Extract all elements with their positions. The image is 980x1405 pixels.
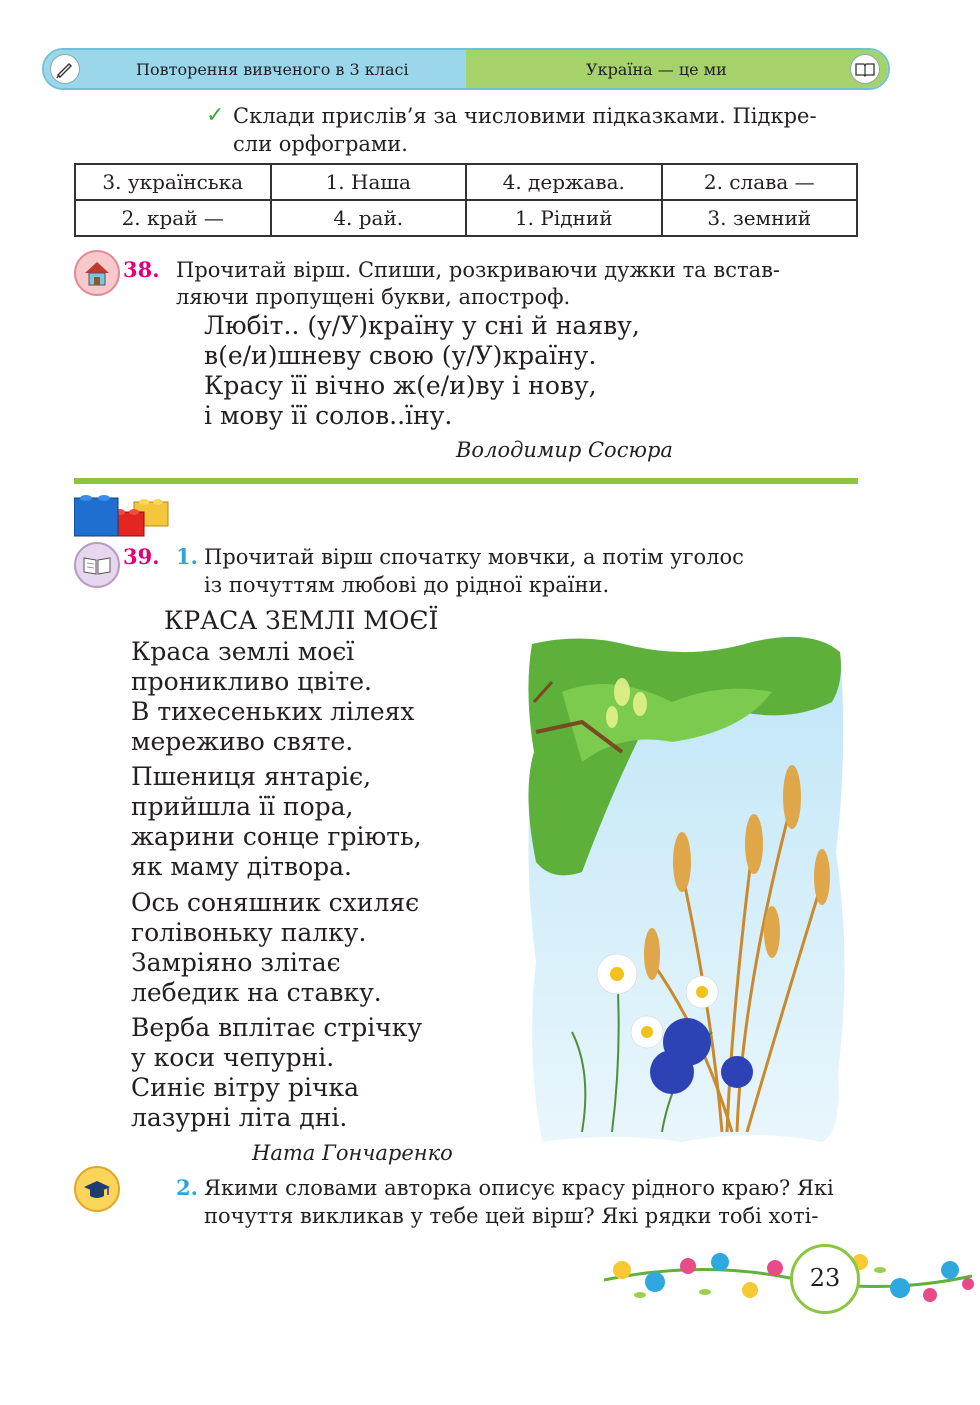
page-number: 23	[809, 1264, 841, 1292]
poem-line: прийшла її пора,	[131, 792, 354, 821]
question-line1: Якими словами авторка описує красу рідного краю? Які	[204, 1176, 834, 1200]
poem-title: КРАСА ЗЕМЛІ МОЄЇ	[164, 606, 439, 635]
poem-line: в(е/и)шневу свою (у/У)країну.	[204, 341, 597, 370]
check-mark-icon: ✓	[206, 103, 225, 128]
section-divider	[74, 478, 858, 484]
page-number-badge	[790, 1244, 860, 1314]
poem-line: лазурні літа дні.	[131, 1103, 348, 1132]
proverb-table	[74, 163, 858, 237]
poem-line: Синіє вітру річка	[131, 1073, 360, 1102]
poem-author: Володимир Сосюра	[456, 438, 673, 462]
task-instruction-line1: Склади прислів’я за числовими підказками. Підкре-	[233, 104, 817, 128]
poem-line: у коси чепурні.	[131, 1043, 335, 1072]
task-instruction-line2: сли орфограми.	[233, 132, 408, 156]
poem-line: Ось соняшник схиляє	[131, 888, 420, 917]
table-cell: 2. край —	[75, 200, 271, 236]
poem-line: Верба вплітає стрічку	[131, 1013, 423, 1042]
poem-line: лебедик на ставку.	[131, 978, 382, 1007]
poem-line: Пшениця янтаріє,	[131, 762, 372, 791]
exercise-38-instruction-line1: Прочитай вірш. Спиши, розкриваючи дужки та встав-	[176, 258, 781, 282]
table-cell: 3. земний	[662, 200, 858, 236]
poem-author: Ната Гончаренко	[252, 1141, 453, 1165]
poem-line: В тихесеньких лілеях	[131, 697, 415, 726]
flower-garland-decoration	[600, 1240, 976, 1312]
table-row	[75, 200, 857, 236]
poem-line: Краса землі моєї	[131, 637, 355, 666]
exercise-39-instruction-line1: Прочитай вірш спочатку мовчки, а потім уголос	[204, 545, 744, 569]
question-line2: почуття викликав у тебе цей вірш? Які рядки тобі хоті-	[204, 1204, 819, 1228]
exercise-38-number: 38.	[123, 257, 160, 282]
page-header	[42, 48, 890, 90]
exercise-39-subtask-2-number: 2.	[176, 1175, 198, 1200]
poem-line: голівоньку палку.	[131, 918, 367, 947]
table-cell: 1. Наша	[271, 164, 467, 200]
poem-line: як маму дітвора.	[131, 852, 352, 881]
table-cell: 3. українська	[75, 164, 271, 200]
table-cell: 1. Рідний	[466, 200, 662, 236]
building-blocks-icon	[74, 490, 170, 538]
table-cell: 4. держава.	[466, 164, 662, 200]
poem-line: і мову її солов..їну.	[204, 401, 453, 430]
poem-line: Красу її вічно ж(е/и)ву і нову,	[204, 371, 597, 400]
table-row	[75, 164, 857, 200]
house-icon	[74, 250, 120, 296]
table-cell: 2. слава —	[662, 164, 858, 200]
pen-icon	[50, 54, 80, 84]
poem-line: Любіт.. (у/У)країну у сні й наяву,	[204, 311, 640, 340]
poem-line: жарини сонце гріють,	[131, 822, 422, 851]
poem-line: мереживо святе.	[131, 727, 354, 756]
poem-line: проникливо цвіте.	[131, 667, 373, 696]
header-left-title: Повторення вивченого в 3 класі	[136, 60, 409, 79]
open-book-icon	[74, 542, 120, 588]
graduation-cap-icon	[74, 1166, 120, 1212]
book-icon	[850, 54, 880, 84]
wheat-and-flowers-illustration	[522, 632, 850, 1146]
header-right-title: Україна — це ми	[586, 60, 727, 79]
poem-line: Замріяно злітає	[131, 948, 341, 977]
exercise-38-instruction-line2: ляючи пропущені букви, апостроф.	[176, 285, 571, 309]
table-cell: 4. рай.	[271, 200, 467, 236]
exercise-39-instruction-line2: із почуттям любові до рідної країни.	[204, 573, 610, 597]
exercise-39-number: 39.	[123, 544, 160, 569]
exercise-39-subtask-1-number: 1.	[176, 544, 198, 569]
